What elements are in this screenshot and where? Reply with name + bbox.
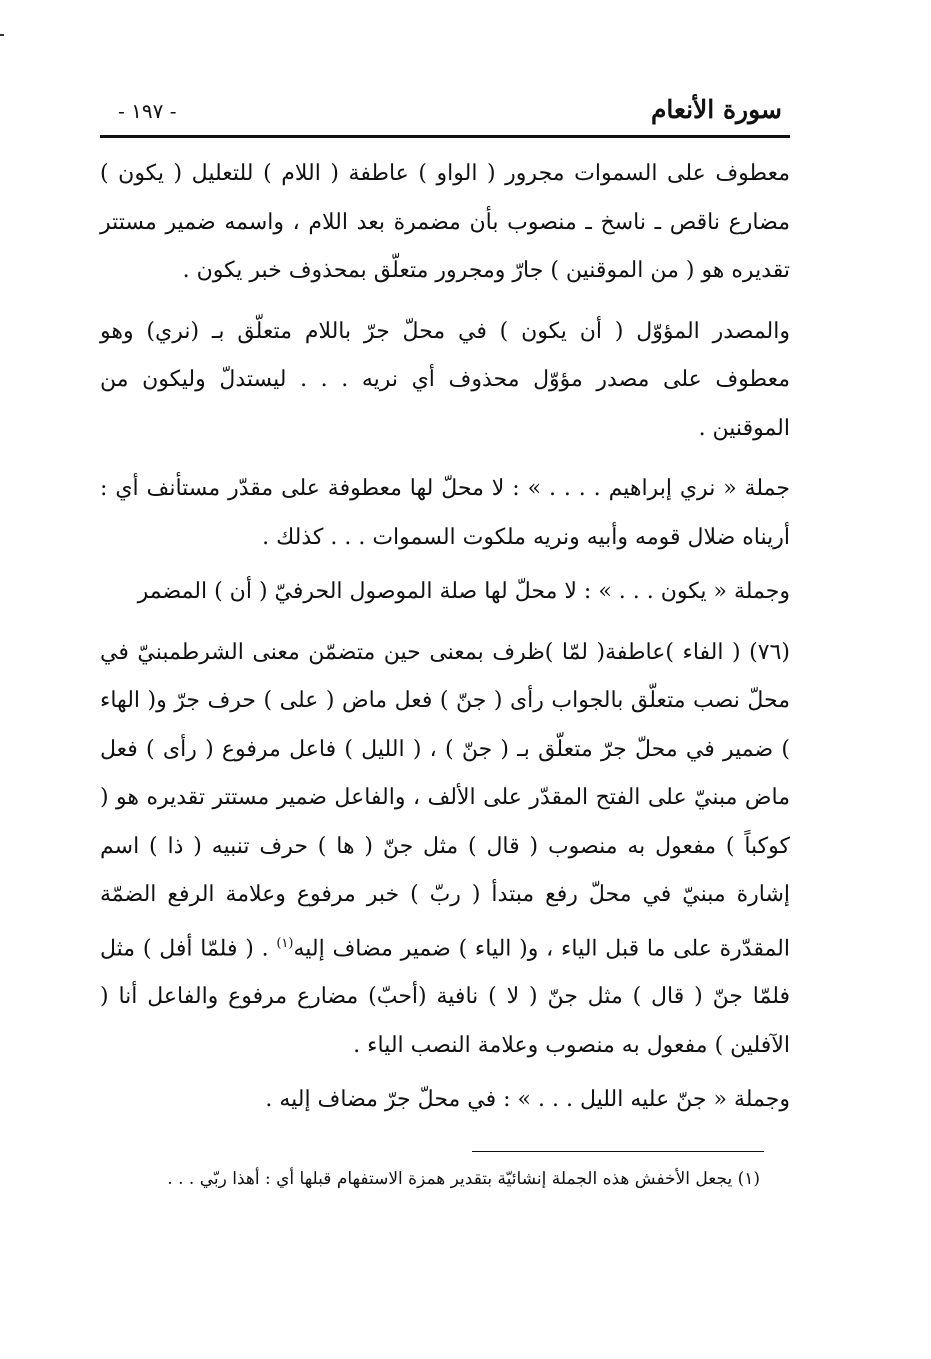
paragraph-5-text: (٧٦) ( الفاء )عاطفة( لمّا )ظرف بمعنى حين متضمّن معنى الشرطمبنيّ في محلّ نصب متعلّق بالجواب رأى ( جنّ ) فعل ماض ( على ) حرف جرّ و( الهاء ) ضمير في محلّ جرّ متعلّق بـ ( جنّ ) ، ( الليل ) فاعل مرفوع ( رأى ) فعل ماض مبنيّ على الفتح المقدّر على الألف ، والفاعل ضمير مستتر تقديره هو ( كوكباً ) مفعول به منصوب ( قال ) مثل جنّ ( ها ) حرف تنبيه ( ذا ) اسم إشارة مبنيّ في محلّ رفع مبتدأ ( ربّ ) خبر مرفوع وعلامة الرفع الضمّة المقدّرة على ما قبل الياء ، و( الياء ) ضمير مضاف إليه xyxy=(100,639,790,961)
paragraph-5 xyxy=(100,629,790,1071)
footnote-marker: (١) xyxy=(276,935,294,951)
surah-title: سورة الأنعام xyxy=(650,95,782,124)
footnote: (١) يجعل الأخفش هذه الجملة إنشائيّة بتقدير همزة الاستفهام قبلها أي : أهذا ربّي . . . xyxy=(167,1169,760,1189)
main-text xyxy=(100,150,790,1125)
scan-mark xyxy=(0,34,4,36)
paragraph-5-cont: . ( فلمّا أفل ) مثل فلمّا جنّ ( قال ) مثل جنّ ( لا ) نافية (أحبّ) مضارع مرفوع والفاعل أنا ( الآفلين ) مفعول به منصوب وعلامة النصب الياء . xyxy=(100,935,790,1058)
paragraph-2: والمصدر المؤوّل ( أن يكون ) في محلّ جرّ باللام متعلّق بـ (نري) وهو معطوف على مصدر مؤوّل محذوف أي نريه . . . ليستدلّ وليكون من الموقنين . xyxy=(100,318,790,441)
paragraph-4: وجملة « يكون . . . » : لا محلّ لها صلة الموصول الحرفيّ ( أن ) المضمر xyxy=(137,579,790,604)
footnote-divider xyxy=(472,1151,764,1152)
page-header xyxy=(100,92,790,132)
header-divider xyxy=(100,135,790,138)
paragraph-6: وجملة « جنّ عليه الليل . . . » : في محلّ جرّ مضاف إليه . xyxy=(265,1087,790,1113)
page-number: - ١٩٧ - xyxy=(118,99,177,123)
paragraph-3: جملة « نري إبراهيم . . . . » : لا محلّ لها معطوفة على مقدّر مستأنف أي : أريناه ضلال قومه وأبيه ونريه ملكوت السموات . . . كذلك . xyxy=(100,476,790,550)
paragraph-1: معطوف على السموات مجرور ( الواو ) عاطفة ( اللام ) للتعليل ( يكون ) مضارع ناقص ـ ناسخ ـ منصوب بأن مضمرة بعد اللام ، واسمه ضمير مستتر تقديره هو ( من الموقنين ) جارّ ومجرور متعلّق بمحذوف خبر يكون . xyxy=(100,161,790,283)
